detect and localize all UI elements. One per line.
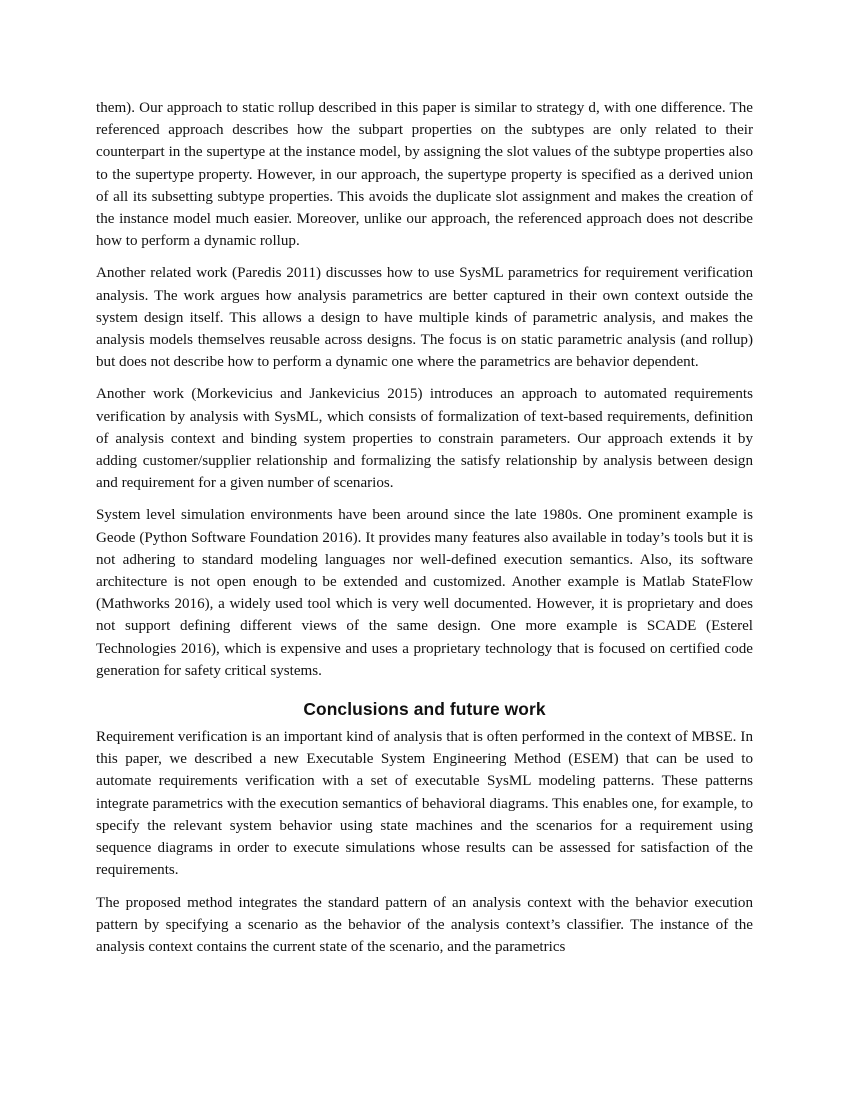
paragraph-requirement-verification: Requirement verification is an important kind of analysis that is often performed in the context of MBSE. In this paper, we described a new Executable System Engineering Method (ESEM) that can be used to automate requirements verification with a set of executable SysML modeling patterns. These patterns integrate parametrics with the execution semantics of behavioral diagrams. This enables one, for example, to specify the relevant system behavior using state machines and the scenarios for a requirement using sequence diagrams in order to execute simulations whose results can be assessed for satisfaction of the requirements. (96, 729, 753, 879)
paragraph-paredis-related-work: Another related work (Paredis 2011) discusses how to use SysML parametrics for requirement verification analysis. The work argues how analysis parametrics are better captured in their own context outside the system design itself. This allows a design to have multiple kinds of parametric analysis, and makes the analysis models themselves reusable across designs. The focus is on static parametric analysis (and rollup) but does not describe how to perform a dynamic one where the parametrics are behavior dependent. (96, 265, 753, 371)
section-heading-conclusions: Conclusions and future work (303, 699, 546, 720)
paragraph-static-rollup: them). Our approach to static rollup described in this paper is similar to strategy d, with one difference. The referenced approach describes how the subpart properties on the subtypes are only related to their counterpart in the supertype at the instance model, by assigning the slot values of the subtype properties also to the supertype property. However, in our approach, the supertype property is specified as a derived union of all its subsetting subtype properties. This avoids the duplicate slot assignment and makes the creation of the instance model much easier. Moreover, unlike our approach, the referenced approach does not describe how to perform a dynamic rollup. (96, 100, 753, 250)
paragraph-simulation-environments: System level simulation environments have been around since the late 1980s. One prominent example is Geode (Python Software Foundation 2016). It provides many features also available in today’s tools but it is not adhering to standard modeling languages nor well-defined execution semantics. Also, its software architecture is not open enough to be extended and customized. Another example is Matlab StateFlow (Mathworks 2016), a widely used tool which is very well documented. However, it is proprietary and does not support defining different views of the same design. One more example is SCADE (Esterel Technologies 2016), which is expensive and uses a proprietary technology that is focused on certified code generation for safety critical systems. (96, 507, 753, 679)
paragraph-morkevicius-related-work: Another work (Morkevicius and Jankevicius 2015) introduces an approach to automated requirements verification by analysis with SysML, which consists of formalization of text-based requirements, definition of analysis context and binding system properties to constrain parameters. Our approach extends it by adding customer/supplier relationship and formalizing the satisfy relationship by analysis between design and requirement for a given number of scenarios. (96, 386, 753, 492)
paragraph-proposed-method: The proposed method integrates the standard pattern of an analysis context with the behavior execution pattern by specifying a scenario as the behavior of the analysis context’s classifier. The instance of the analysis context contains the current state of the scenario, and the parametrics (96, 894, 753, 955)
text-column (96, 97, 753, 958)
